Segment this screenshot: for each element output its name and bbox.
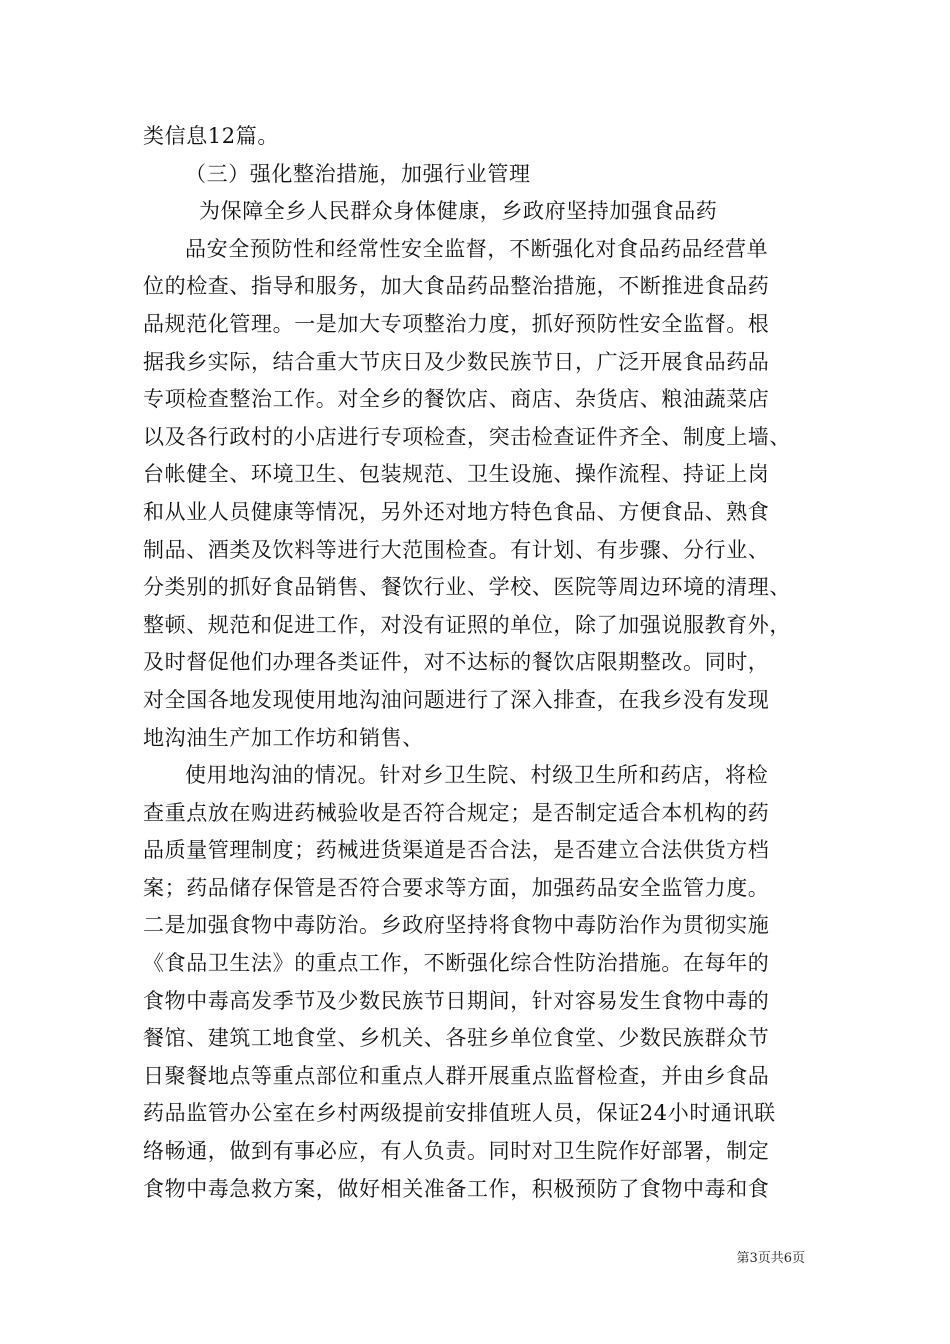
text-line: 络畅通，做到有事必应，有人负责。同时对卫生院作好部署，制定 bbox=[143, 1139, 770, 1164]
page-number: 第3页共6页 bbox=[736, 1251, 805, 1266]
text-line: 食物中毒高发季节及少数民族节日期间，针对容易发生食物中毒的 bbox=[143, 988, 770, 1013]
text-line: 使用地沟油的情况。针对乡卫生院、村级卫生所和药店，将检 bbox=[185, 763, 769, 788]
text-line: 二是加强食物中毒防治。乡政府坚持将食物中毒防治作为贯彻实施 bbox=[143, 913, 770, 938]
text-line: 分类别的抓好食品销售、餐饮行业、学校、医院等周边环境的清理、 bbox=[143, 575, 791, 600]
document-body bbox=[143, 118, 823, 1208]
text-line: 品规范化管理。一是加大专项整治力度，抓好预防性安全监督。根 bbox=[143, 311, 770, 336]
section-heading: （三）强化整治措施，加强行业管理 bbox=[185, 161, 531, 186]
text-line: 品质量管理制度；药械进货渠道是否合法，是否建立合法供货方档 bbox=[143, 838, 770, 863]
text-line: 位的检查、指导和服务，加大食品药品整治措施，不断推进食品药 bbox=[143, 274, 770, 299]
text-line: 专项检查整治工作。对全乡的餐饮店、商店、杂货店、粮油蔬菜店 bbox=[143, 387, 770, 412]
text-line: 食物中毒急救方案，做好相关准备工作，积极预防了食物中毒和食 bbox=[143, 1176, 770, 1201]
text-line: 及时督促他们办理各类证件，对不达标的餐饮店限期整改。同时， bbox=[143, 650, 770, 675]
text-line: 以及各行政村的小店进行专项检查，突击检查证件齐全、制度上墙、 bbox=[143, 424, 791, 449]
text-line: 据我乡实际，结合重大节庆日及少数民族节日，广泛开展食品药品 bbox=[143, 349, 770, 374]
text-line: 类信息12篇。 bbox=[143, 124, 279, 148]
text-line: 地沟油生产加工作坊和销售、 bbox=[143, 725, 424, 750]
text-line: 餐馆、建筑工地食堂、乡机关、各驻乡单位食堂、少数民族群众节 bbox=[143, 1026, 770, 1051]
text-line: 整顿、规范和促进工作，对没有证照的单位，除了加强说服教育外， bbox=[143, 612, 791, 637]
text-line: 为保障全乡人民群众身体健康，乡政府坚持加强食品药 bbox=[199, 199, 718, 224]
text-line: 和从业人员健康等情况，另外还对地方特色食品、方便食品、熟食 bbox=[143, 499, 770, 524]
text-line: 药品监管办公室在乡村两级提前安排值班人员，保证24小时通讯联 bbox=[143, 1101, 776, 1126]
text-line: 案；药品储存保管是否符合要求等方面，加强药品安全监管力度。 bbox=[143, 875, 770, 900]
text-line: 《食品卫生法》的重点工作，不断强化综合性防治措施。在每年的 bbox=[143, 951, 770, 976]
text-line: 日聚餐地点等重点部位和重点人群开展重点监督检查，并由乡食品 bbox=[143, 1063, 770, 1088]
text-line: 查重点放在购进药械验收是否符合规定；是否制定适合本机构的药 bbox=[143, 800, 770, 825]
text-line: 品安全预防性和经常性安全监督，不断强化对食品药品经营单 bbox=[185, 236, 769, 261]
text-line: 台帐健全、环境卫生、包装规范、卫生设施、操作流程、持证上岗 bbox=[143, 462, 770, 487]
text-line: 制品、酒类及饮料等进行大范围检查。有计划、有步骤、分行业、 bbox=[143, 537, 770, 562]
text-line: 对全国各地发现使用地沟油问题进行了深入排查，在我乡没有发现 bbox=[143, 687, 770, 712]
